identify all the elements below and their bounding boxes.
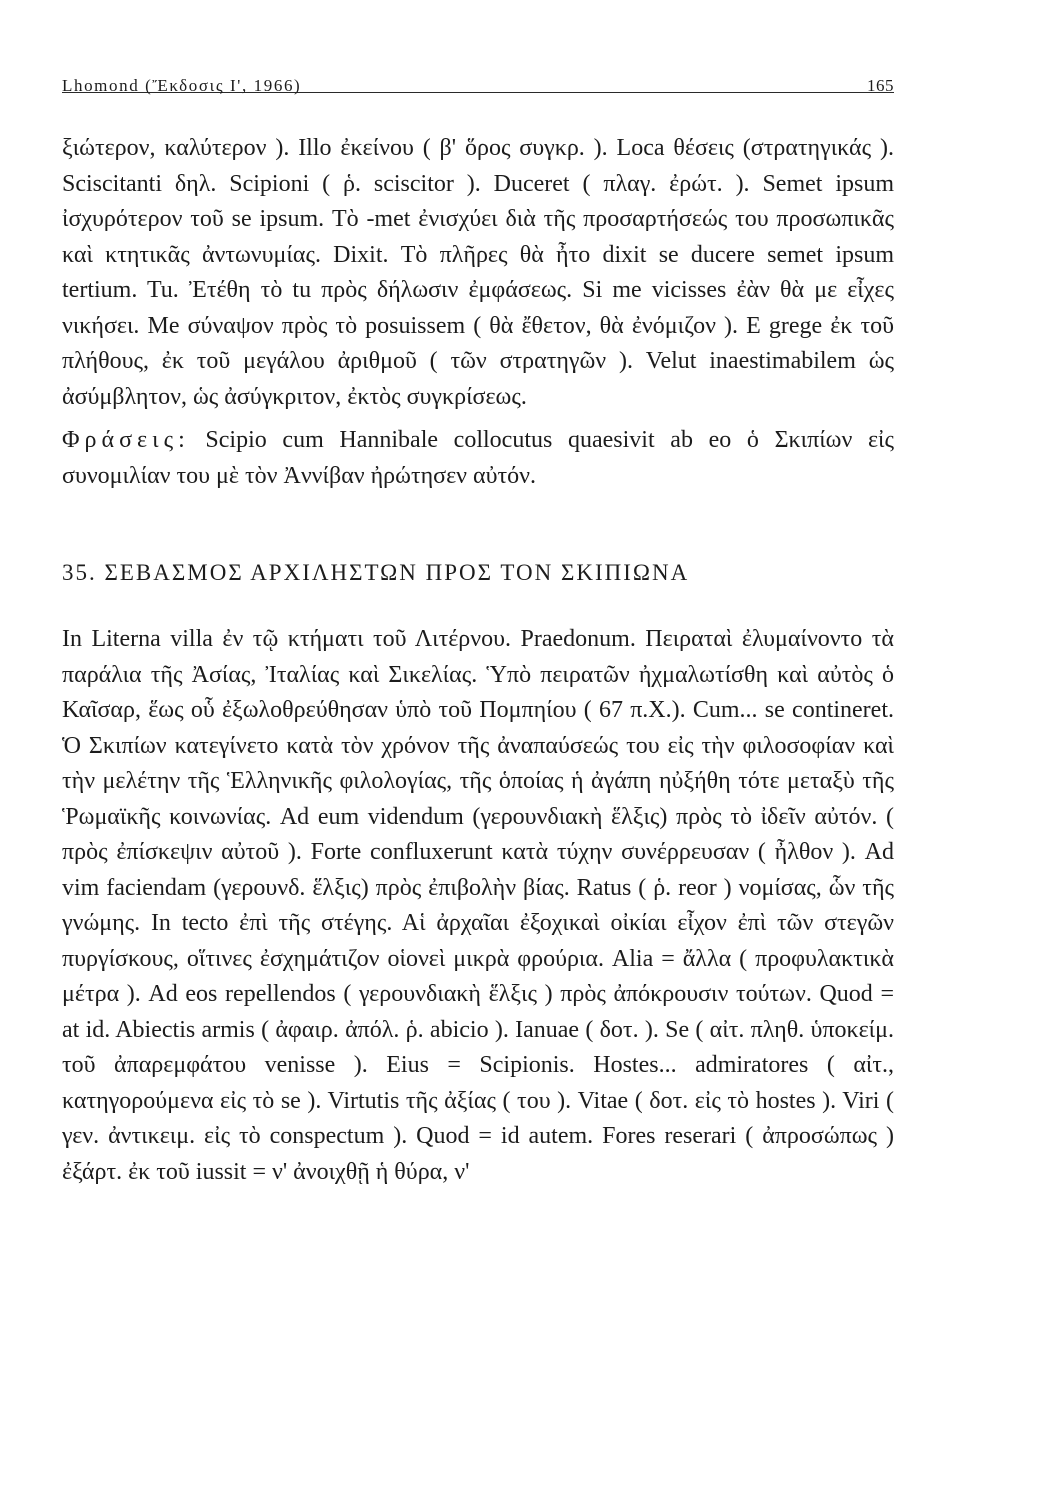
phrases-label: Φράσεις: xyxy=(62,427,190,453)
phrases-paragraph xyxy=(62,423,894,494)
phrases-text: Scipio cum Hannibale collocutus quaesivit ab eo ὁ Σκιπίων εἰς συνομιλίαν του μὲ τὸν Ἀννίβαν ἠρώτησεν αὐτόν. xyxy=(62,427,895,489)
running-head xyxy=(62,60,894,93)
running-head-title: Lhomond (Ἔκδοσις Ι', 1966) xyxy=(62,76,302,95)
book-page xyxy=(62,60,894,1190)
section-heading: 35. ΣΕΒΑΣΜΟΣ ΑΡΧΙΛΗΣΤΩΝ ΠΡΟΣ ΤΟΝ ΣΚΙΠΙΩΝΑ xyxy=(62,560,690,585)
notes-paragraph-1: ξιώτερον, καλύτερον ). Illo ἐκείνου ( β' ὅρος συγκρ. ). Loca θέσεις (στρατηγικάς ). Sciscitanti δηλ. Scipioni ( ῥ. sciscitor ). Duceret ( πλαγ. ἐρώτ. ). Semet ipsum ἰσχυρότερον τοῦ se ipsum. Τὸ -met ἐνισχύει διὰ τῆς προσαρτήσεώς του προσωπικᾶς καὶ κτητικᾶς ἀντωνυμίας. Dixit. Τὸ πλῆρες θὰ ἦτο dixit se ducere semet ipsum tertium. Tu. Ἐτέθη τὸ tu πρὸς δήλωσιν ἐμφάσεως. Si me vicisses ἐὰν θὰ με εἶχες νικήσει. Me σύναψον πρὸς τὸ posuissem ( θὰ ἔθετον, θὰ ἐνόμιζον ). E grege ἐκ τοῦ πλήθους, ἐκ τοῦ μεγάλου ἀριθμοῦ ( τῶν στρατηγῶν ). Velut inaestimabilem ὡς ἀσύμβλητον, ὡς ἀσύγκριτον, ἐκτὸς συγκρίσεως. xyxy=(62,135,894,410)
notes-paragraph-2: In Literna villa ἐν τῷ κτήματι τοῦ Λιτέρνου. Praedonum. Πειραταὶ ἐλυμαίνοντο τὰ παράλια τῆς Ἀσίας, Ἰταλίας καὶ Σικελίας. Ὑπὸ πειρατῶν ἠχμαλωτίσθη καὶ αὐτὸς ὁ Καῖσαρ, ἕως οὗ ἐξωλοθρεύθησαν ὑπὸ τοῦ Πομπηίου ( 67 π.Χ.). Cum... se contineret. Ὁ Σκιπίων κατεγίνετο κατὰ τὸν χρόνον τῆς ἀναπαύσεώς του εἰς τὴν φιλοσοφίαν καὶ τὴν μελέτην τῆς Ἑλληνικῆς φιλολογίας, τῆς ὁποίας ἡ ἀγάπη ηὐξήθη τότε μεταξὺ τῆς Ῥωμαϊκῆς κοινωνίας. Ad eum videndum (γερουνδιακὴ ἕλξις) πρὸς τὸ ἰδεῖν αὐτόν. ( πρὸς ἐπίσκεψιν αὐτοῦ ). Forte confluxerunt κατὰ τύχην συνέρρευσαν ( ἦλθον ). Ad vim faciendam (γερουνδ. ἕλξις) πρὸς ἐπιβολὴν βίας. Ratus ( ῥ. reor ) νομίσας, ὧν τῆς γνώμης. In tecto ἐπὶ τῆς στέγης. Αἱ ἀρχαῖαι ἐξοχικαὶ οἰκίαι εἶχον ἐπὶ τῶν στεγῶν πυργίσκους, οἵτινες ἐσχημάτιζον οἱονεὶ μικρὰ φρούρια. Alia = ἄλλα ( προφυλακτικὰ μέτρα ). Ad eos repellendos ( γερουνδιακὴ ἕλξις ) πρὸς ἀπόκρουσιν τούτων. Quod = at id. Abiectis armis ( ἀφαιρ. ἀπόλ. ῥ. abicio ). Ianuae ( δοτ. ). Se ( αἰτ. πληθ. ὑποκείμ. τοῦ ἀπαρεμφάτου venisse ). Eius = Scipionis. Hostes... admiratores ( αἰτ., κατηγορούμενα εἰς τὸ se ). Virtutis τῆς ἀξίας ( του ). Vitae ( δοτ. εἰς τὸ hostes ). Viri ( γεν. ἀντικειμ. εἰς τὸ conspectum ). Quod = id autem. Fores reserari ( ἀπροσώπως ) ἐξάρτ. ἐκ τοῦ iussit = ν' ἀνοιχθῇ ἡ θύρα, ν' xyxy=(62,626,894,1185)
page-number: 165 xyxy=(867,76,894,95)
